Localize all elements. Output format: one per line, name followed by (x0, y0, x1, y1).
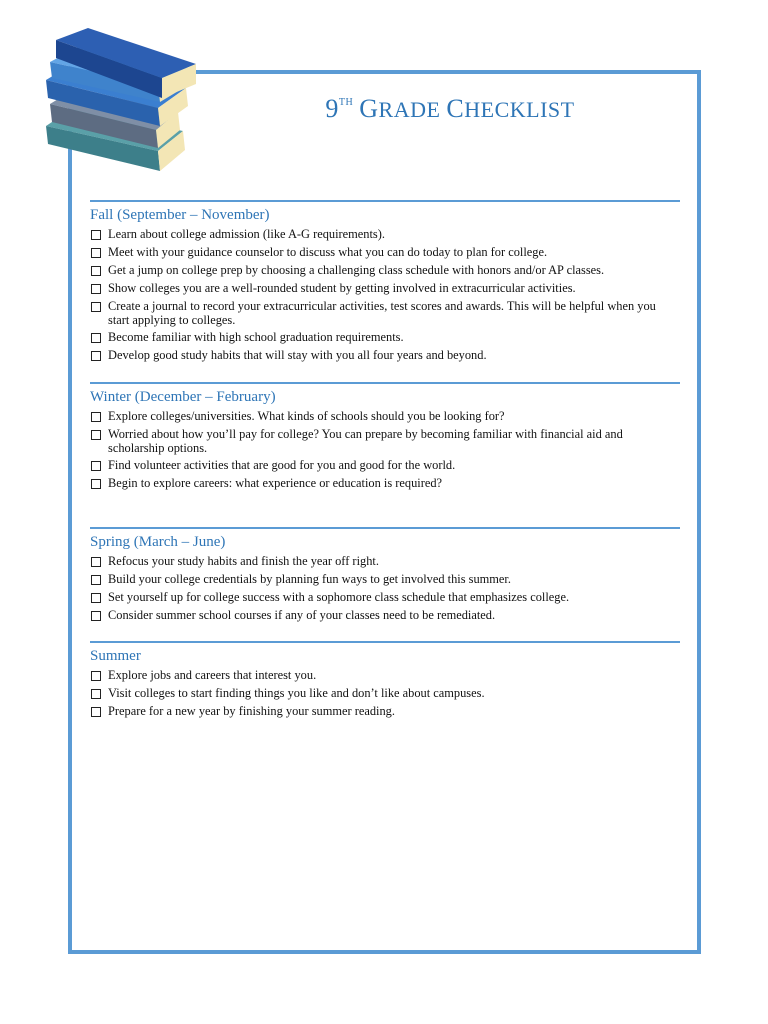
title-number: 9 (325, 94, 339, 123)
section-spring (90, 527, 680, 626)
title-superscript: TH (338, 97, 354, 108)
checklist-item (90, 227, 680, 242)
checklist-item-text: Meet with your guidance counselor to discuss what you can do today to plan for college. (108, 245, 548, 259)
checkbox[interactable] (91, 557, 101, 567)
checkbox[interactable] (91, 412, 101, 422)
checkbox[interactable] (91, 671, 101, 681)
checklist-item-text: Worried about how you’ll pay for college? You can prepare by becoming familiar with financial aid and scholarship options. (108, 427, 623, 455)
checklist-item (90, 263, 680, 278)
checklist-item (90, 348, 680, 363)
checklist-item-text: Get a jump on college prep by choosing a challenging class schedule with honors and/or AP classes. (108, 263, 605, 277)
checklist-item (90, 427, 680, 455)
section-divider (90, 382, 680, 384)
checklist-item-text: Set yourself up for college success with a sophomore class schedule that emphasizes college. (108, 590, 570, 604)
checkbox[interactable] (91, 461, 101, 471)
title-word2-initial: C (446, 94, 465, 123)
checkbox[interactable] (91, 266, 101, 276)
section-heading: Summer (90, 648, 141, 664)
checklist-item-text: Explore jobs and careers that interest you. (108, 668, 317, 682)
checkbox[interactable] (91, 284, 101, 294)
checkbox[interactable] (91, 248, 101, 258)
checklist-item-text: Begin to explore careers: what experience or education is required? (108, 476, 443, 490)
checklist (90, 227, 680, 363)
checklist-item-text: Explore colleges/universities. What kinds of schools should you be looking for? (108, 409, 505, 423)
title-word1-rest: RADE (378, 97, 441, 122)
checklist-item (90, 458, 680, 473)
checklist-item-text: Show colleges you are a well-rounded student by getting involved in extracurricular activities. (108, 281, 576, 295)
checklist-item (90, 590, 680, 605)
title-word1-initial: G (359, 94, 379, 123)
checkbox[interactable] (91, 593, 101, 603)
section-divider (90, 641, 680, 643)
checklist-item-text: Refocus your study habits and finish the year off right. (108, 554, 379, 568)
section-divider (90, 200, 680, 202)
checklist-item (90, 245, 680, 260)
checkbox[interactable] (91, 302, 101, 312)
checklist-item-text: Learn about college admission (like A-G requirements). (108, 227, 385, 241)
checklist-item-text: Build your college credentials by planning fun ways to get involved this summer. (108, 572, 511, 586)
checklist-item-text: Become familiar with high school graduation requirements. (108, 330, 404, 344)
section-winter (90, 382, 680, 494)
checklist-item (90, 572, 680, 587)
checklist-item-text: Create a journal to record your extracurricular activities, test scores and awards. This will be helpful when you start applying to colleges. (108, 299, 656, 327)
title-word2-rest: HECKLIST (464, 97, 575, 122)
checkbox[interactable] (91, 479, 101, 489)
checkbox[interactable] (91, 351, 101, 361)
checklist-item (90, 476, 680, 491)
checklist-item (90, 281, 680, 296)
checkbox[interactable] (91, 230, 101, 240)
checkbox[interactable] (91, 333, 101, 343)
checklist (90, 409, 680, 491)
checklist-item (90, 704, 680, 719)
checklist-item-text: Develop good study habits that will stay with you all four years and beyond. (108, 348, 487, 362)
section-heading: Winter (December – February) (90, 389, 276, 405)
checkbox[interactable] (91, 430, 101, 440)
checklist-item-text: Prepare for a new year by finishing your summer reading. (108, 704, 395, 718)
checkbox[interactable] (91, 611, 101, 621)
checklist-item (90, 409, 680, 424)
section-divider (90, 527, 680, 529)
section-heading: Spring (March – June) (90, 534, 226, 550)
checklist-item-text: Consider summer school courses if any of your classes need to be remediated. (108, 608, 496, 622)
section-heading: Fall (September – November) (90, 207, 270, 223)
page-title (250, 94, 650, 124)
checklist-item (90, 668, 680, 683)
checklist-item (90, 299, 680, 327)
checklist-item (90, 554, 680, 569)
checklist (90, 554, 680, 623)
section-fall (90, 200, 680, 366)
books-stack-icon (38, 26, 208, 196)
checklist-item (90, 608, 680, 623)
checklist-item-text: Visit colleges to start finding things you like and don’t like about campuses. (108, 686, 485, 700)
checkbox[interactable] (91, 707, 101, 717)
checkbox[interactable] (91, 689, 101, 699)
section-summer (90, 641, 680, 722)
checklist-item (90, 330, 680, 345)
checklist-item-text: Find volunteer activities that are good for you and good for the world. (108, 458, 456, 472)
checklist-item (90, 686, 680, 701)
checkbox[interactable] (91, 575, 101, 585)
checklist (90, 668, 680, 719)
